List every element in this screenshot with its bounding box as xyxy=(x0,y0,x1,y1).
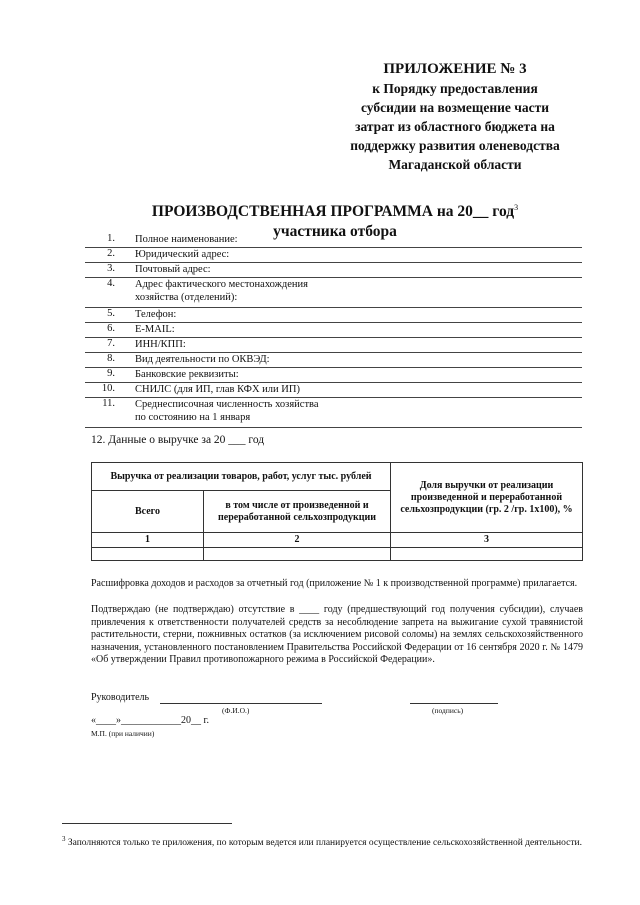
appendix-line: Магаданской области xyxy=(388,157,522,172)
column-number: 1 xyxy=(92,533,204,548)
footnote-text: Заполняются только те приложения, по которым ведется или планируется осуществление сельскохозяйственной деятельности. xyxy=(67,838,582,849)
field-row xyxy=(85,233,582,248)
field-number: 8. xyxy=(107,353,115,364)
field-row xyxy=(85,323,582,338)
field-number: 6. xyxy=(107,323,115,334)
appendix-header xyxy=(330,60,580,174)
field-label: Адрес фактического местонахождения xyxy=(135,279,308,290)
field-label: Юридический адрес: xyxy=(135,249,230,260)
field-number: 1. xyxy=(107,233,115,244)
field-number: 3. xyxy=(107,263,115,274)
field-label: СНИЛС (для ИП, глав КФХ или ИП) xyxy=(135,384,300,395)
title-footnote-ref: 3 xyxy=(514,203,519,212)
appendix-line: затрат из областного бюджета на xyxy=(355,119,555,134)
fio-caption: (Ф.И.О.) xyxy=(222,706,250,715)
appendix-line: к Порядку предоставления xyxy=(372,81,538,96)
field-label: Среднесписочная численность хозяйства xyxy=(135,399,319,410)
field-number: 7. xyxy=(107,338,115,349)
field-row xyxy=(85,278,582,308)
field-number: 11. xyxy=(102,398,115,409)
table-cell xyxy=(92,548,204,561)
field-label: Почтовый адрес: xyxy=(135,264,211,275)
header-total: Всего xyxy=(92,491,204,533)
info-fields xyxy=(85,233,582,428)
revenue-table xyxy=(91,462,583,561)
title-line-2: участника отбора xyxy=(273,223,397,241)
field-row xyxy=(85,248,582,263)
field-label: Телефон: xyxy=(135,309,177,320)
column-number: 3 xyxy=(391,533,583,548)
field-label: E-MAIL: xyxy=(135,324,175,335)
appendix-line: поддержку развития оленеводства xyxy=(350,138,560,153)
footnote xyxy=(62,833,582,849)
signature-line xyxy=(410,703,498,704)
field-number: 2. xyxy=(107,248,115,259)
header-revenue: Выручка от реализации товаров, работ, услуг тыс. рублей xyxy=(92,463,391,491)
column-number: 2 xyxy=(204,533,391,548)
paragraph-confirmation: Подтверждаю (не подтверждаю) отсутствие в ____ году (предшествующий год получения субсидии), случаев привлечения к ответственности получателей средств за несоблюдение запрета на выжигание сухой травянистой растительности, стерни, пожнивных остатков (за исключением рисовой соломы) на землях сельскохозяйственного назначения, установленного постановлением Правительства Российской Федерации от 16 сентября 2020 г. № 1479 «Об утверждении Правил противопожарного режима в Российской Федерации». xyxy=(91,604,583,665)
appendix-line: субсидии на возмещение части xyxy=(360,100,550,115)
field-number: 5. xyxy=(107,308,115,319)
field-label: хозяйства (отделений): xyxy=(135,292,238,303)
field-label: Банковские реквизиты: xyxy=(135,369,239,380)
title-line-1: ПРОИЗВОДСТВЕННАЯ ПРОГРАММА на 20__ год xyxy=(151,203,515,221)
footnote-marker: 3 xyxy=(62,835,66,843)
field-label: Полное наименование: xyxy=(135,234,238,245)
field-row xyxy=(85,383,582,398)
field-row xyxy=(85,263,582,278)
stamp-note: М.П. (при наличии) xyxy=(91,729,155,738)
field-label: по состоянию на 1 января xyxy=(135,412,251,423)
header-including: в том числе от произведенной и переработанной сельхозпродукции xyxy=(204,491,391,533)
field-number: 10. xyxy=(101,383,115,394)
field-number: 9. xyxy=(107,368,115,379)
field-row xyxy=(85,398,582,428)
table-cell xyxy=(204,548,391,561)
header-share: Доля выручки от реализации произведенной и переработанной сельхозпродукции (гр. 2 /гр. 1х100), % xyxy=(391,463,583,533)
footnote-separator xyxy=(62,823,232,824)
name-line xyxy=(160,703,322,704)
date-line: «____»____________20__ г. xyxy=(91,715,209,726)
field-row xyxy=(85,368,582,383)
field-label: Вид деятельности по ОКВЭД: xyxy=(135,354,270,365)
appendix-number: ПРИЛОЖЕНИЕ № 3 xyxy=(383,61,527,77)
head-label: Руководитель xyxy=(91,692,150,703)
field-row xyxy=(85,338,582,353)
signature-caption: (подпись) xyxy=(432,706,464,715)
field-number: 4. xyxy=(107,278,115,289)
revenue-heading: 12. Данные о выручке за 20 ___ год xyxy=(91,434,265,446)
field-label: ИНН/КПП: xyxy=(135,339,186,350)
field-row xyxy=(85,353,582,368)
table-cell xyxy=(391,548,583,561)
paragraph-income: Расшифровка доходов и расходов за отчетный год (приложение № 1 к производственной программе) прилагается. xyxy=(91,578,578,589)
field-row xyxy=(85,308,582,323)
